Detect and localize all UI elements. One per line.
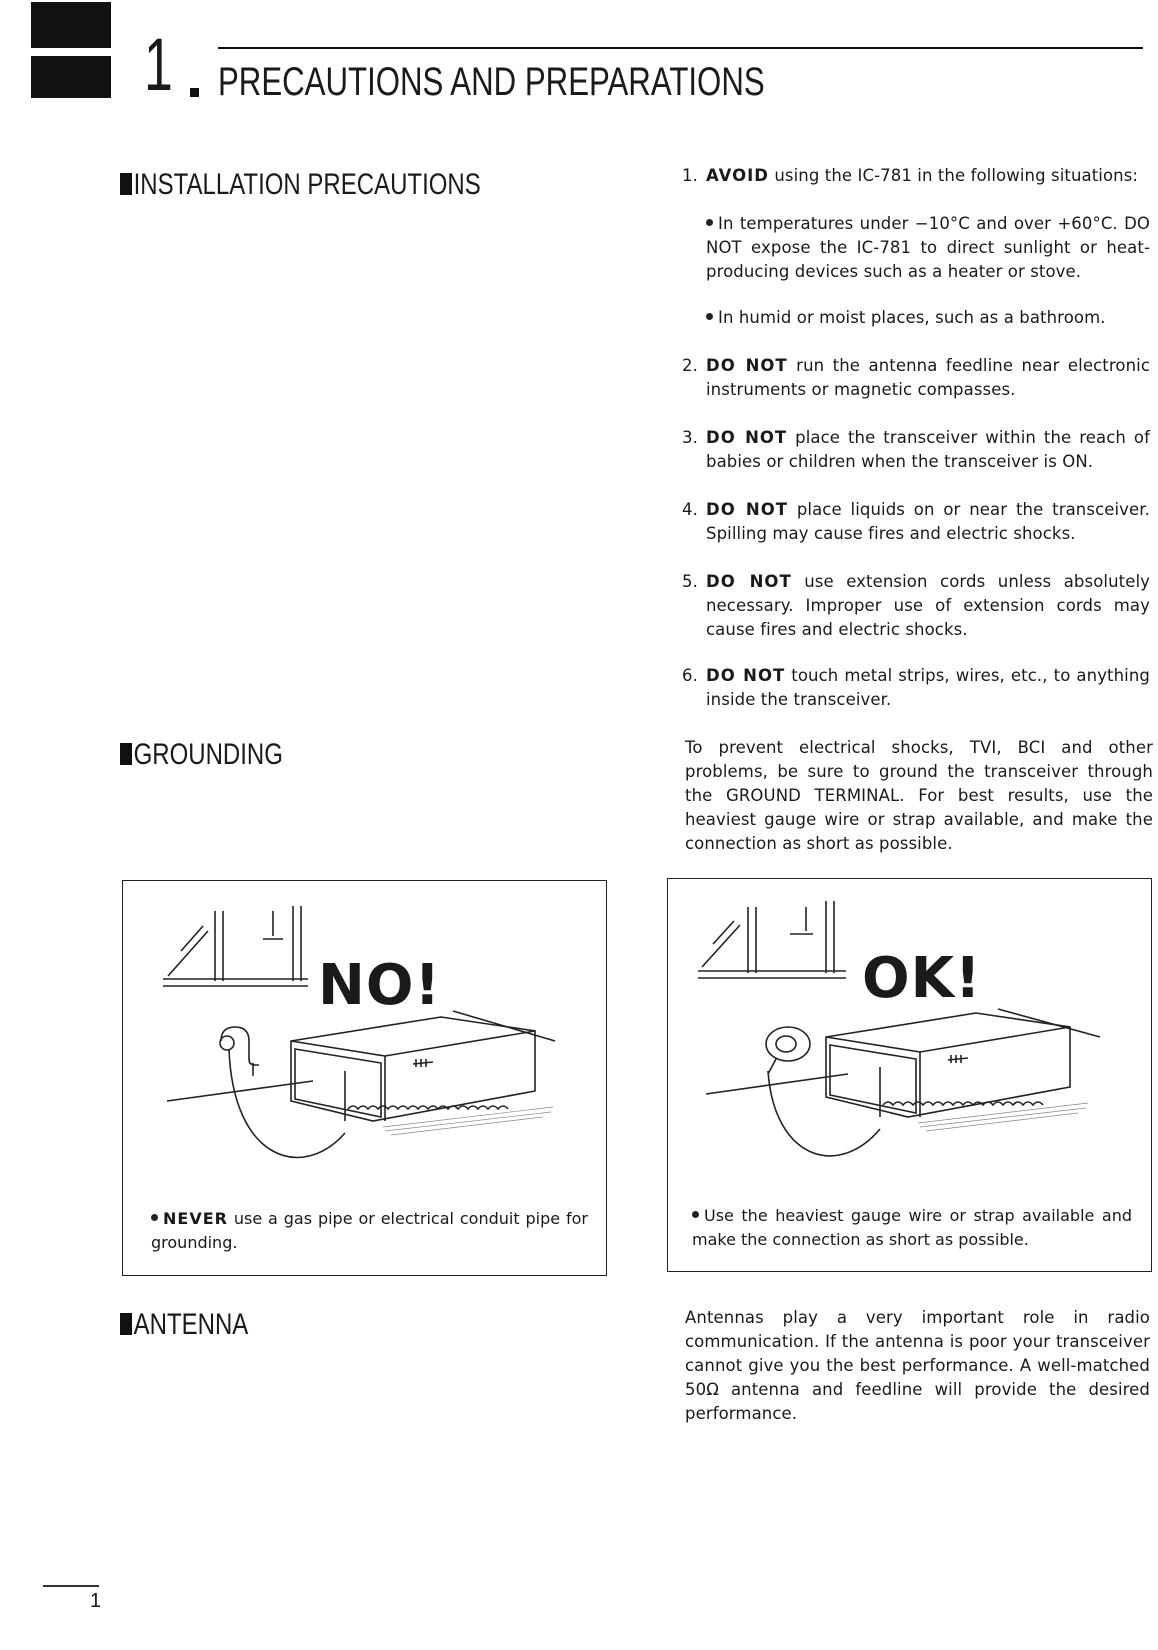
item-number: 1. [682, 166, 698, 185]
grounding-heading [120, 740, 283, 770]
sub-bullet-text: In humid or moist places, such as a bathroom. [718, 308, 1106, 327]
installation-heading [120, 170, 481, 200]
item-number: 6. [682, 666, 698, 685]
antenna-heading [120, 1310, 248, 1340]
item-text: touch metal strips, wires, etc., to anything inside the transceiver. [706, 666, 1150, 709]
grounding-heading-text: GROUNDING [133, 738, 283, 771]
list-item [682, 570, 1150, 642]
verdict-ok: OK! [862, 946, 982, 1011]
list-item [682, 426, 1150, 474]
bullet-icon [692, 1211, 699, 1218]
antenna-heading-text: ANTENNA [133, 1308, 249, 1341]
chapter-tab-lower [31, 56, 111, 98]
item-text: run the antenna feedline near electronic instruments or magnetic compasses. [706, 356, 1150, 399]
item-text: place the transceiver within the reach of babies or children when the transceiver is ON. [706, 428, 1150, 471]
item-lead: DO NOT [706, 428, 788, 447]
item-number: 3. [682, 428, 698, 447]
footer-rule [43, 1585, 99, 1587]
panel-caption [692, 1204, 1132, 1252]
bullet-icon [706, 219, 713, 226]
item-lead: AVOID [706, 166, 769, 185]
item-number: 2. [682, 356, 698, 375]
verdict-no: NO! [318, 953, 442, 1018]
sub-bullet [706, 306, 1150, 330]
bullet-icon [151, 1214, 158, 1221]
item-lead: DO NOT [706, 500, 789, 519]
chapter-title: PRECAUTIONS AND PREPARATIONS [218, 60, 765, 104]
chapter-number: 1 [144, 23, 173, 106]
chapter-tab-upper [31, 2, 111, 48]
list-item [682, 354, 1150, 402]
item-lead: DO NOT [706, 666, 786, 685]
list-item [682, 164, 1150, 188]
heading-marker [120, 743, 132, 765]
item-lead: DO NOT [706, 572, 792, 591]
panel-caption [151, 1207, 588, 1255]
installation-list [682, 164, 1150, 714]
grounding-panel-no [122, 880, 607, 1276]
item-text: place liquids on or near the transceiver. Spilling may cause fires and electric shocks. [706, 500, 1150, 543]
item-number: 4. [682, 500, 698, 519]
sub-bullet-text: In temperatures under −10°C and over +60°C. DO NOT expose the IC-781 to direct sunlight or heat-producing devices such as a heater or stove. [706, 214, 1150, 281]
heading-marker [120, 173, 132, 195]
installation-heading-text: INSTALLATION PRECAUTIONS [133, 168, 481, 201]
item-lead: DO NOT [706, 356, 788, 375]
caption-lead: NEVER [163, 1209, 228, 1228]
list-item [682, 664, 1150, 712]
item-number: 5. [682, 572, 698, 591]
list-item [682, 498, 1150, 546]
page-number: 1 [90, 1590, 102, 1612]
item-text: using the IC-781 in the following situations: [769, 166, 1139, 185]
item-text: use extension cords unless absolutely necessary. Improper use of extension cords may cause fires and electric shocks. [706, 572, 1151, 639]
chapter-dot [190, 88, 199, 97]
grounding-panel-ok [667, 878, 1152, 1272]
antenna-paragraph: Antennas play a very important role in radio communication. If the antenna is poor your transceiver cannot give you the best performance. A well-matched 50Ω antenna and feedline will provide the desired performance. [685, 1308, 1150, 1423]
heading-marker [120, 1313, 132, 1335]
bullet-icon [706, 313, 713, 320]
caption-text: use a gas pipe or electrical conduit pipe for grounding. [151, 1209, 588, 1252]
sub-bullet [706, 212, 1150, 284]
grounding-paragraph: To prevent electrical shocks, TVI, BCI and other problems, be sure to ground the transceiver through the GROUND TERMINAL. For best results, use the heaviest gauge wire or strap available, and make the connection as short as possible. [685, 738, 1153, 853]
header-rule [218, 47, 1143, 49]
caption-text: Use the heaviest gauge wire or strap available and make the connection as short as possible. [692, 1206, 1132, 1249]
